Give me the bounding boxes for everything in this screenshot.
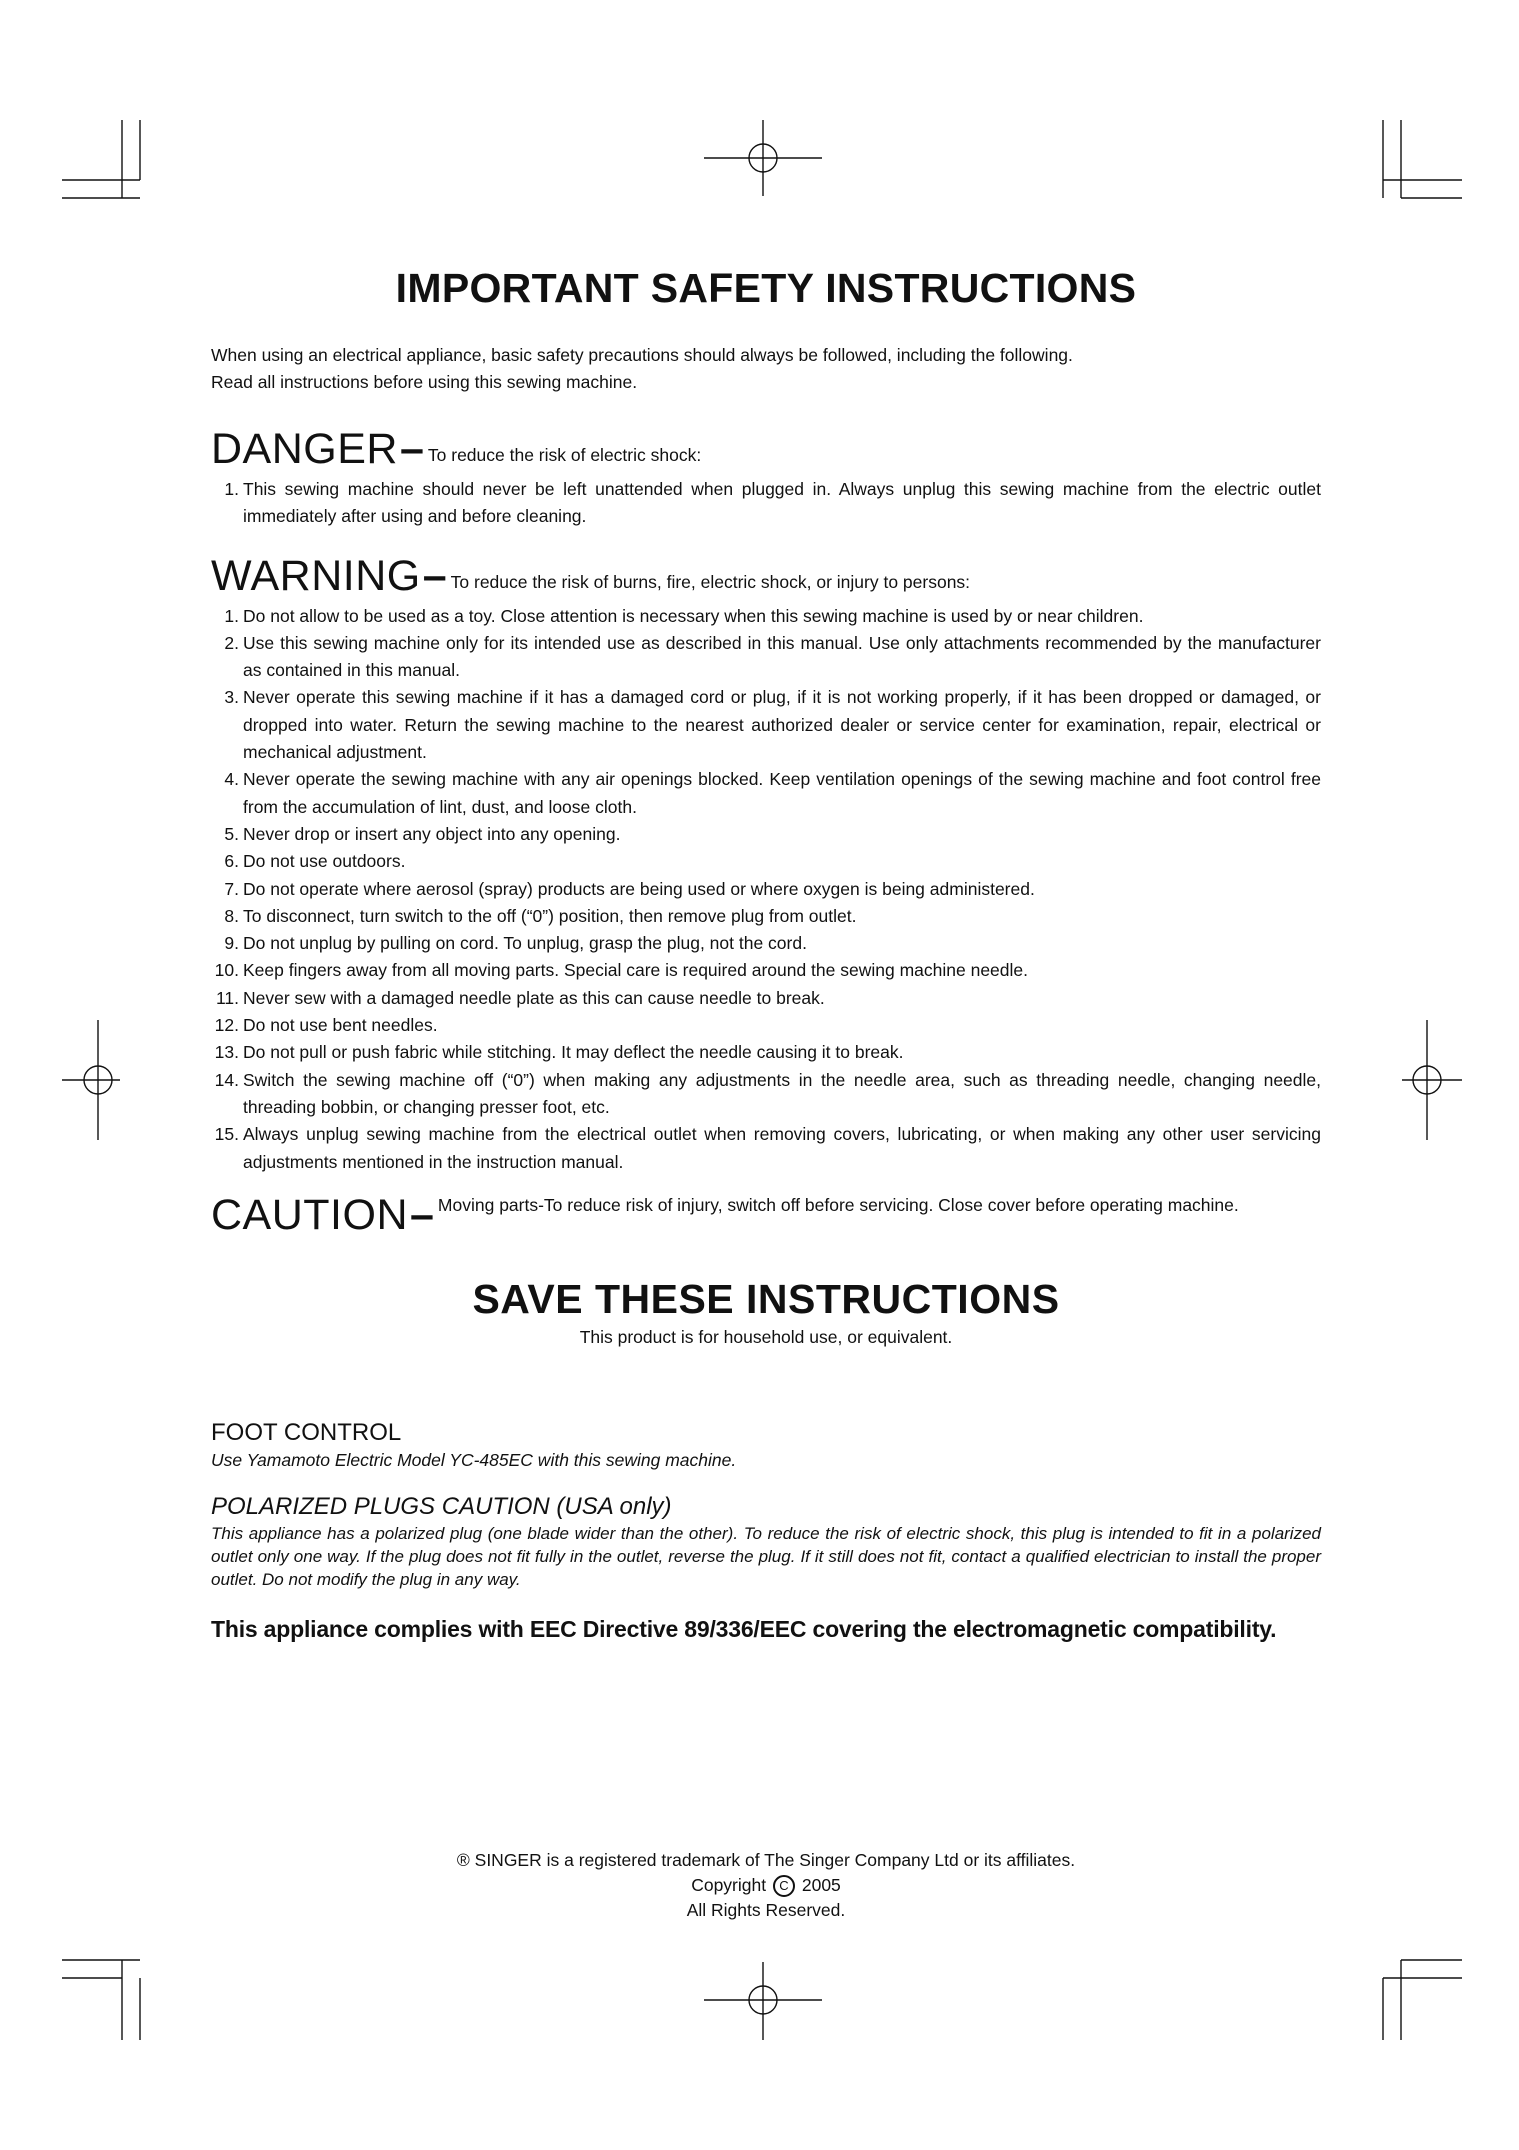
list-item: 1. Do not allow to be used as a toy. Close attention is necessary when this sewing machine is used by or near children. bbox=[224, 605, 1144, 626]
caution-dash: – bbox=[410, 1190, 434, 1239]
trademark-line bbox=[211, 1848, 1321, 1873]
list-item: 3. Never operate this sewing machine if it has a damaged cord or plug, if it is not working properly, if it has been dropped or damaged, or dropped into water. Return the sewing machine to the nearest authorized dealer or service center for examination, repair, electrical or mechanical adjustment. bbox=[224, 687, 1321, 763]
list-item: 8. To disconnect, turn switch to the off (“0”) position, then remove plug from outlet. bbox=[224, 905, 857, 926]
copyright-label: Copyright bbox=[691, 1875, 767, 1895]
trademark-text: is a registered trademark of The Singer Company Ltd or its affiliates. bbox=[546, 1850, 1076, 1870]
save-instructions-title: SAVE THESE INSTRUCTIONS bbox=[472, 1275, 1060, 1322]
list-item: 5. Never drop or insert any object into any opening. bbox=[224, 823, 621, 844]
list-item: 12. Do not use bent needles. bbox=[214, 1015, 438, 1036]
warning-heading bbox=[211, 553, 1321, 599]
warning-word: WARNING bbox=[211, 551, 421, 600]
list-item: 2. Use this sewing machine only for its intended use as described in this manual. Use only attachments recommended by the manufacturer as contained in this manual. bbox=[224, 632, 1321, 681]
registered-icon: ® bbox=[456, 1850, 470, 1870]
polarized-plugs-heading: POLARIZED PLUGS CAUTION (USA only) bbox=[211, 1492, 672, 1520]
list-item: 14. Switch the sewing machine off (“0”) when making any adjustments in the needle area, such as threading needle, changing needle, threading bobbin, or changing presser foot, etc. bbox=[214, 1069, 1321, 1117]
list-item: 9. Do not unplug by pulling on cord. To unplug, grasp the plug, not the cord. bbox=[224, 933, 807, 954]
eec-compliance-statement: This appliance complies with EEC Directive 89/336/EEC covering the electromagnetic compatibility. bbox=[211, 1615, 1277, 1642]
list-item: 7. Do not operate where aerosol (spray) products are being used or where oxygen is being administered. bbox=[224, 878, 1035, 899]
caution-text: Moving parts-To reduce risk of injury, switch off before servicing. Close cover before operating machine. bbox=[437, 1194, 1239, 1215]
danger-list bbox=[211, 476, 1321, 531]
caution-heading bbox=[211, 1190, 1321, 1240]
danger-dash: – bbox=[399, 425, 424, 473]
footer bbox=[211, 1848, 1321, 1923]
copyright-line bbox=[211, 1873, 1321, 1898]
save-instructions-subtitle: This product is for household use, or equivalent. bbox=[579, 1326, 953, 1347]
foot-control-heading: FOOT CONTROL bbox=[211, 1418, 402, 1446]
list-item: 4. Never operate the sewing machine with any air openings blocked. Keep ventilation openings of the sewing machine and foot control free from the accumulation of lint, dust, and loose cloth. bbox=[224, 769, 1321, 817]
intro-line-2: Read all instructions before using this sewing machine. bbox=[211, 372, 638, 392]
polarized-plugs-text: This appliance has a polarized plug (one blade wider than the other). To reduce the risk of electric shock, this plug is intended to fit in a polarized outlet only one way. If the plug does not fit fully in the outlet, reverse the plug. If it still does not fit, contact a qualified electrician to install the proper outlet. Do not modify the plug in any way. bbox=[211, 1523, 1321, 1589]
list-item: 11. Never sew with a damaged needle plate as this can cause needle to break. bbox=[215, 987, 825, 1008]
rights-line: All Rights Reserved. bbox=[686, 1900, 846, 1920]
list-item: 15. Always unplug sewing machine from the electrical outlet when removing covers, lubricating, or when making any other user servicing adjustments mentioned in the instruction manual. bbox=[214, 1124, 1321, 1172]
foot-control-text: Use Yamamoto Electric Model YC-485EC with this sewing machine. bbox=[211, 1449, 737, 1470]
intro-text bbox=[211, 342, 1321, 396]
danger-heading bbox=[211, 426, 1321, 472]
caution-word: CAUTION bbox=[211, 1190, 408, 1239]
list-item: 13. Do not pull or push fabric while stitching. It may deflect the needle causing it to break. bbox=[214, 1042, 904, 1063]
brand-name: SINGER bbox=[474, 1850, 542, 1870]
document-body bbox=[211, 258, 1321, 1645]
list-item: 10. Keep fingers away from all moving parts. Special care is required around the sewing machine needle. bbox=[214, 960, 1029, 981]
list-item: 1. This sewing machine should never be left unattended when plugged in. Always unplug this sewing machine from the electric outlet immediately after using and before cleaning. bbox=[224, 479, 1321, 527]
intro-line-1: When using an electrical appliance, basic safety precautions should always be followed, including the following. bbox=[211, 345, 1073, 365]
copyright-year: 2005 bbox=[801, 1875, 841, 1895]
danger-word: DANGER bbox=[211, 425, 398, 473]
page-title: IMPORTANT SAFETY INSTRUCTIONS bbox=[395, 265, 1137, 311]
warning-lead: To reduce the risk of burns, fire, electric shock, or injury to persons: bbox=[450, 571, 971, 592]
warning-list bbox=[211, 603, 1321, 1176]
copyright-icon: C bbox=[773, 1875, 795, 1897]
warning-dash: – bbox=[422, 551, 447, 600]
list-item: 6. Do not use outdoors. bbox=[224, 851, 406, 872]
danger-lead: To reduce the risk of electric shock: bbox=[427, 445, 702, 465]
